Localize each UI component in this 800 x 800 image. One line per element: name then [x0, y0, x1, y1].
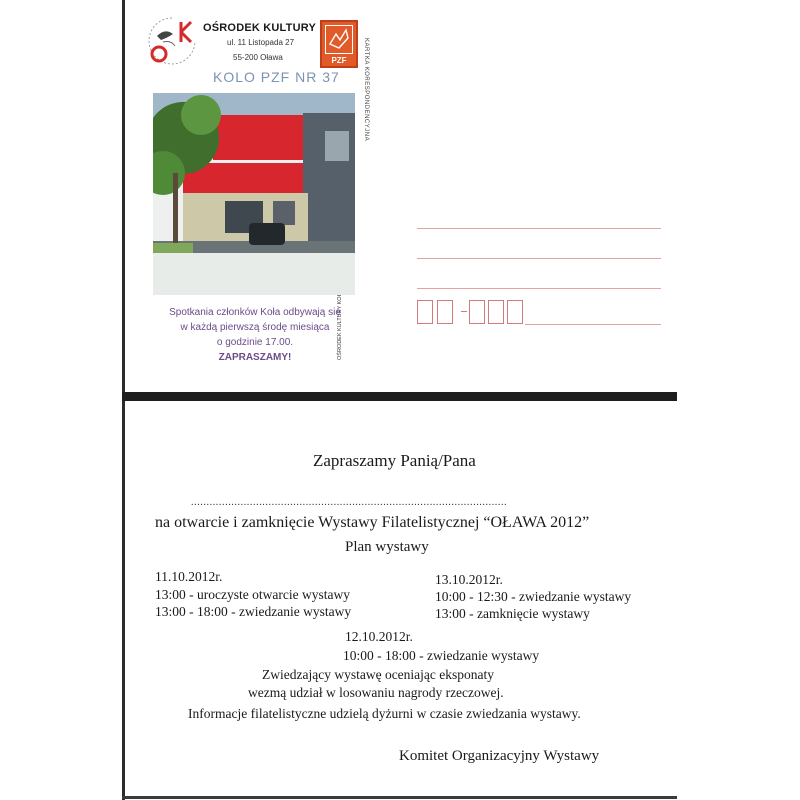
day1-date: 11.10.2012r.: [155, 569, 223, 584]
greeting: Zapraszamy Panią/Pana: [313, 451, 476, 470]
meeting-caption: [135, 305, 375, 350]
invitation: [125, 401, 677, 796]
org-address-city: 55-200 Oława: [233, 53, 283, 62]
address-line-1: [417, 228, 661, 229]
stamp-frame: [325, 25, 353, 54]
note-line-3: Informacje filatelistyczne udzielą dyżurni w czasie zwiedzania wystawy.: [188, 706, 581, 721]
day2-line-1: 10:00 - 18:00 - zwiedzanie wystawy: [343, 648, 540, 663]
day2-date: 12.10.2012r.: [345, 629, 413, 644]
org-name: OŚRODEK KULTURY: [203, 22, 316, 34]
scan-edge-base: [122, 796, 677, 799]
caption-line-1: Spotkania członków Koła odbywają się: [169, 307, 341, 318]
caption-line-2: w każdą pierwszą środę miesiąca: [180, 322, 330, 333]
postcard: [125, 0, 677, 392]
caption-line-3: o godzinie 17.00.: [216, 337, 294, 348]
name-dotted-line: ......................................................................................................: [191, 497, 508, 508]
address-line-2: [417, 258, 661, 259]
zip-box: [488, 300, 504, 324]
ok-logo-icon: [143, 12, 201, 70]
zip-separator: [461, 311, 467, 312]
day1-line-1: 13:00 - uroczyste otwarcie wystawy: [155, 587, 350, 602]
address-line-4: [525, 324, 661, 325]
note-line-2: wezmą udział w losowaniu nagrody rzeczowej.: [248, 685, 504, 700]
day3-line-1: 10:00 - 12:30 - zwiedzanie wystawy: [435, 589, 632, 604]
zip-box: [507, 300, 523, 324]
note-line-1: Zwiedzający wystawę oceniając eksponaty: [262, 667, 495, 682]
side-title: KARTKA KORESPONDENCYJNA: [363, 38, 369, 142]
zip-box: [417, 300, 433, 324]
stamp-emblem-icon: [326, 26, 352, 52]
zip-box: [437, 300, 453, 324]
address-line-3: [417, 288, 661, 289]
day3-date: 13.10.2012r.: [435, 572, 503, 587]
divider: [122, 392, 677, 401]
signature: Komitet Organizacyjny Wystawy: [399, 748, 600, 764]
invite-text: ZAPRASZAMY!: [218, 352, 292, 363]
day3-line-2: 13:00 - zamknięcie wystawy: [435, 606, 590, 621]
org-address-street: ul. 11 Listopada 27: [227, 38, 295, 47]
building-photo: [153, 93, 355, 295]
stamp-label: PZF: [331, 56, 347, 65]
plan-title: Plan wystawy: [345, 539, 429, 555]
zip-box: [469, 300, 485, 324]
club-name: KOLO PZF NR 37: [213, 69, 340, 85]
opening-text: na otwarcie i zamknięcie Wystawy Filatelistycznej “OŁAWA 2012”: [155, 514, 590, 531]
day1-line-2: 13:00 - 18:00 - zwiedzanie wystawy: [155, 604, 352, 619]
